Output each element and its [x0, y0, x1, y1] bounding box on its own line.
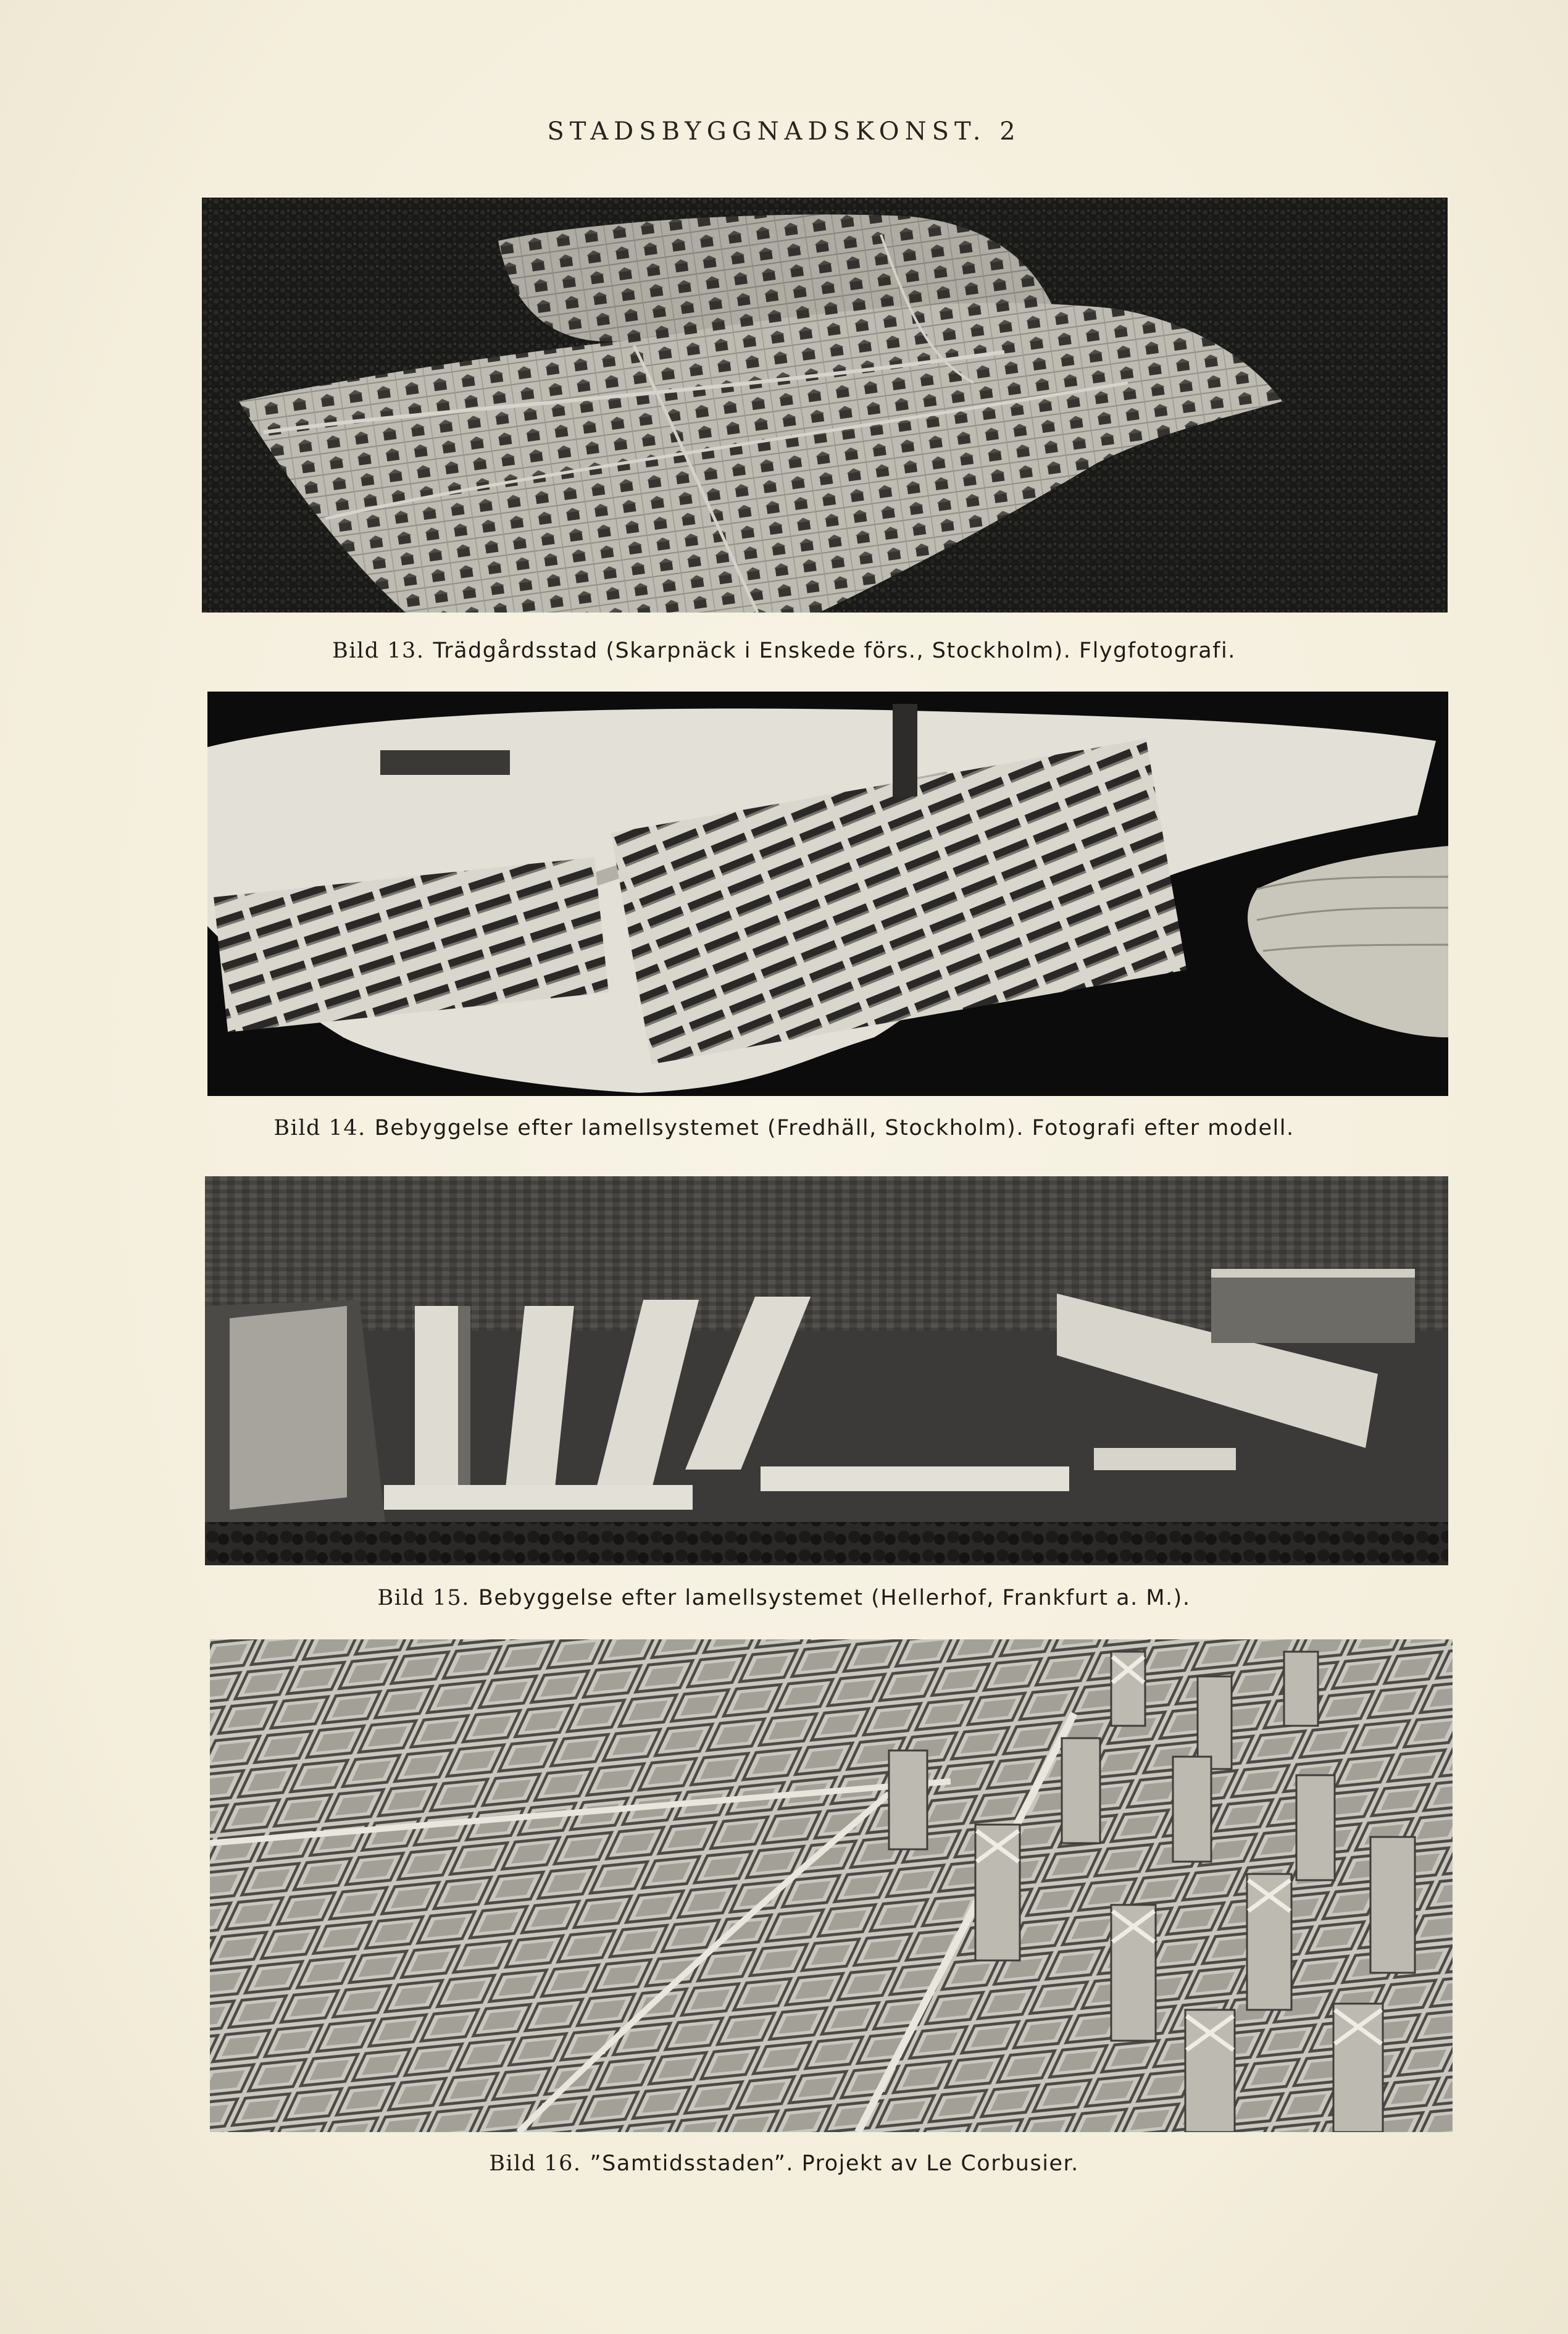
figure-16-drawing [210, 1639, 1453, 2132]
model-photo-lamella-housing-image [207, 692, 1448, 1096]
figure-15-caption [0, 1586, 1568, 1610]
figure-14-caption [0, 1116, 1568, 1140]
figure-16-label: Bild 16. [489, 2151, 582, 2176]
figure-14-photo [207, 692, 1448, 1096]
running-head: STADSBYGGNADSKONST. 2 [547, 117, 1021, 146]
figure-15-photo [205, 1176, 1448, 1565]
perspective-drawing-contemporary-city-image [210, 1639, 1453, 2132]
aerial-photo-row-housing-image [205, 1176, 1448, 1565]
figure-16-caption [0, 2151, 1568, 2176]
figure-13-photo [202, 198, 1448, 613]
figure-13-label: Bild 13. [332, 638, 425, 663]
figure-14-caption-text: Bebyggelse efter lamellsystemet (Fredhäll, Stockholm). Fotografi efter modell. [374, 1116, 1295, 1140]
figure-14-label: Bild 14. [273, 1116, 366, 1140]
figure-15-caption-text: Bebyggelse efter lamellsystemet (Hellerhof, Frankfurt a. M.). [478, 1586, 1191, 1610]
aerial-photo-garden-city-image [202, 198, 1448, 613]
figure-13-caption-text: Trädgårdsstad (Skarpnäck i Enskede förs., Stockholm). Flygfotografi. [433, 638, 1236, 663]
figure-16-caption-text: ”Samtidsstaden”. Projekt av Le Corbusier. [590, 2151, 1079, 2176]
figure-13-caption [0, 638, 1568, 663]
figure-15-label: Bild 15. [377, 1586, 470, 1610]
